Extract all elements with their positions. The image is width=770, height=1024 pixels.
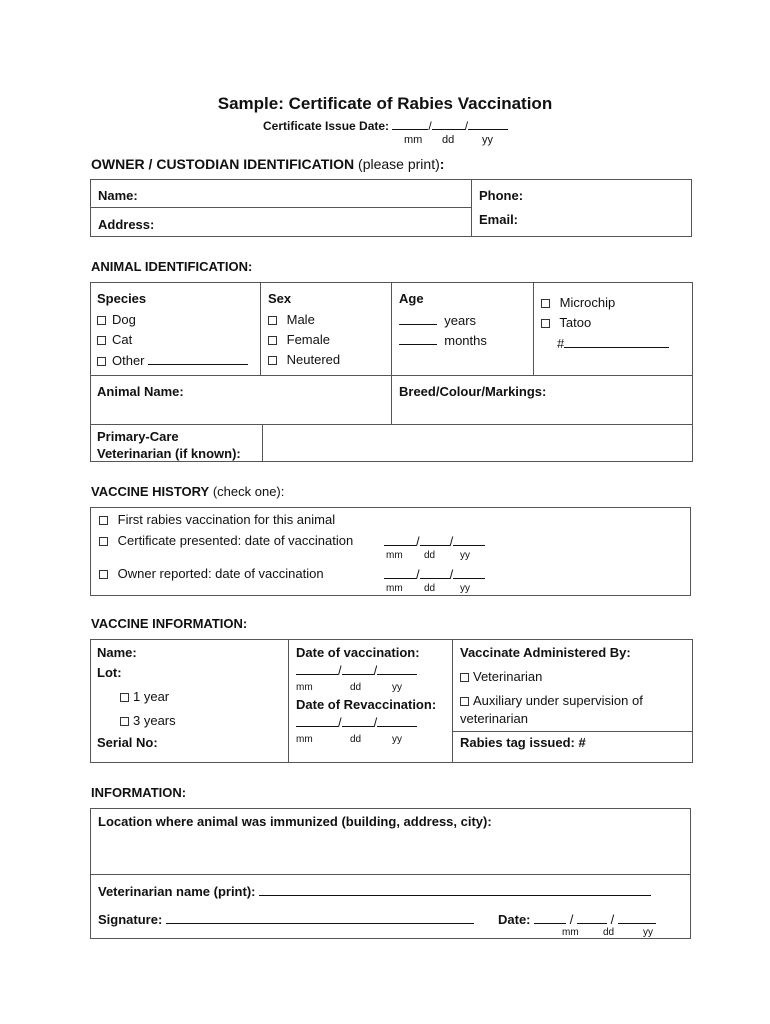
checkbox-icon	[99, 537, 108, 546]
history-certificate-date-field[interactable]: / /	[384, 533, 485, 549]
species-cat-option[interactable]: Cat	[97, 332, 132, 347]
administered-label: Vaccinate Administered By:	[460, 645, 631, 660]
microchip-option[interactable]: Microchip	[541, 295, 615, 310]
term-3-years-option[interactable]: 3 years	[120, 713, 176, 728]
owner-phone-label[interactable]: Phone:	[479, 188, 524, 203]
checkbox-icon	[541, 299, 550, 308]
serial-label[interactable]: Serial No:	[97, 735, 158, 750]
checkbox-icon	[120, 693, 129, 702]
checkbox-icon	[268, 336, 277, 345]
vaccine-heading: VACCINE INFORMATION:	[91, 616, 248, 631]
issue-date-label: Certificate Issue Date:	[263, 119, 390, 133]
signature-field[interactable]: Signature:	[98, 911, 474, 927]
age-months-field[interactable]: months	[399, 332, 487, 348]
species-other-option[interactable]: Other	[97, 352, 248, 368]
species-dog-option[interactable]: Dog	[97, 312, 136, 327]
history-first-option[interactable]: First rabies vaccination for this animal	[99, 512, 335, 527]
tatoo-option[interactable]: Tatoo	[541, 315, 591, 330]
issue-date-mm: mm	[404, 134, 423, 146]
date-revaccination-label: Date of Revaccination:	[296, 697, 437, 712]
checkbox-icon	[97, 357, 106, 366]
sex-female-option[interactable]: Female	[268, 332, 330, 347]
date-revaccination-field[interactable]: / /	[296, 714, 417, 730]
certificate-title: Sample: Certificate of Rabies Vaccination	[217, 94, 553, 113]
issue-date-row: Certificate Issue Date: / /	[263, 117, 508, 133]
sex-neutered-option[interactable]: Neutered	[268, 352, 340, 367]
owner-heading: OWNER / CUSTODIAN IDENTIFICATION (please print):	[91, 156, 445, 172]
checkbox-icon	[460, 697, 469, 706]
age-label: Age	[399, 291, 424, 306]
checkbox-icon	[99, 570, 108, 579]
checkbox-icon	[97, 336, 106, 345]
owner-name-label[interactable]: Name:	[98, 188, 138, 203]
administered-auxiliary-option[interactable]: Auxiliary under supervision of	[460, 693, 643, 708]
checkbox-icon	[99, 516, 108, 525]
checkbox-icon	[541, 319, 550, 328]
issue-date-yy: yy	[482, 134, 493, 146]
info-heading: INFORMATION:	[91, 785, 187, 800]
vaccine-name-label[interactable]: Name:	[97, 645, 137, 660]
vet-label-line1: Primary-Care	[97, 429, 179, 444]
checkbox-icon	[268, 356, 277, 365]
term-1-year-option[interactable]: 1 year	[120, 689, 169, 704]
vet-input-field[interactable]	[263, 425, 691, 461]
vet-label-line2: Veterinarian (if known):	[97, 446, 241, 461]
species-label: Species	[97, 291, 147, 306]
animal-heading: ANIMAL IDENTIFICATION:	[91, 259, 253, 274]
issue-date-dd-field[interactable]	[432, 117, 465, 130]
info-date-field[interactable]: Date: / /	[498, 911, 656, 927]
history-owner-date-field[interactable]: / /	[384, 566, 485, 582]
sex-label: Sex	[268, 291, 292, 306]
history-certificate-option[interactable]: Certificate presented: date of vaccination	[99, 533, 353, 548]
date-vaccination-label: Date of vaccination:	[296, 645, 420, 660]
age-years-field[interactable]: years	[399, 312, 476, 328]
checkbox-icon	[120, 717, 129, 726]
vet-name-field[interactable]: Veterinarian name (print):	[98, 883, 651, 899]
issue-date-dd: dd	[442, 134, 455, 146]
sex-male-option[interactable]: Male	[268, 312, 315, 327]
issue-date-mm-field[interactable]	[392, 117, 428, 130]
history-owner-option[interactable]: Owner reported: date of vaccination	[99, 566, 324, 581]
rabies-tag-label[interactable]: Rabies tag issued: #	[460, 735, 586, 750]
date-vaccination-field[interactable]: / /	[296, 662, 417, 678]
owner-email-label[interactable]: Email:	[479, 212, 519, 227]
breed-label[interactable]: Breed/Colour/Markings:	[399, 384, 547, 399]
location-label[interactable]: Location where animal was immunized (building, address, city):	[98, 814, 492, 829]
vaccine-lot-label[interactable]: Lot:	[97, 665, 122, 680]
administered-veterinarian-option[interactable]: Veterinarian	[460, 669, 542, 684]
owner-table	[90, 179, 692, 237]
animal-name-label[interactable]: Animal Name:	[97, 384, 184, 399]
administered-auxiliary-line2: veterinarian	[460, 711, 528, 726]
owner-address-label[interactable]: Address:	[98, 217, 155, 232]
history-heading: VACCINE HISTORY (check one):	[91, 484, 285, 499]
checkbox-icon	[268, 316, 277, 325]
checkbox-icon	[460, 673, 469, 682]
id-number-field[interactable]: #	[557, 335, 669, 351]
issue-date-yy-field[interactable]	[468, 117, 508, 130]
checkbox-icon	[97, 316, 106, 325]
